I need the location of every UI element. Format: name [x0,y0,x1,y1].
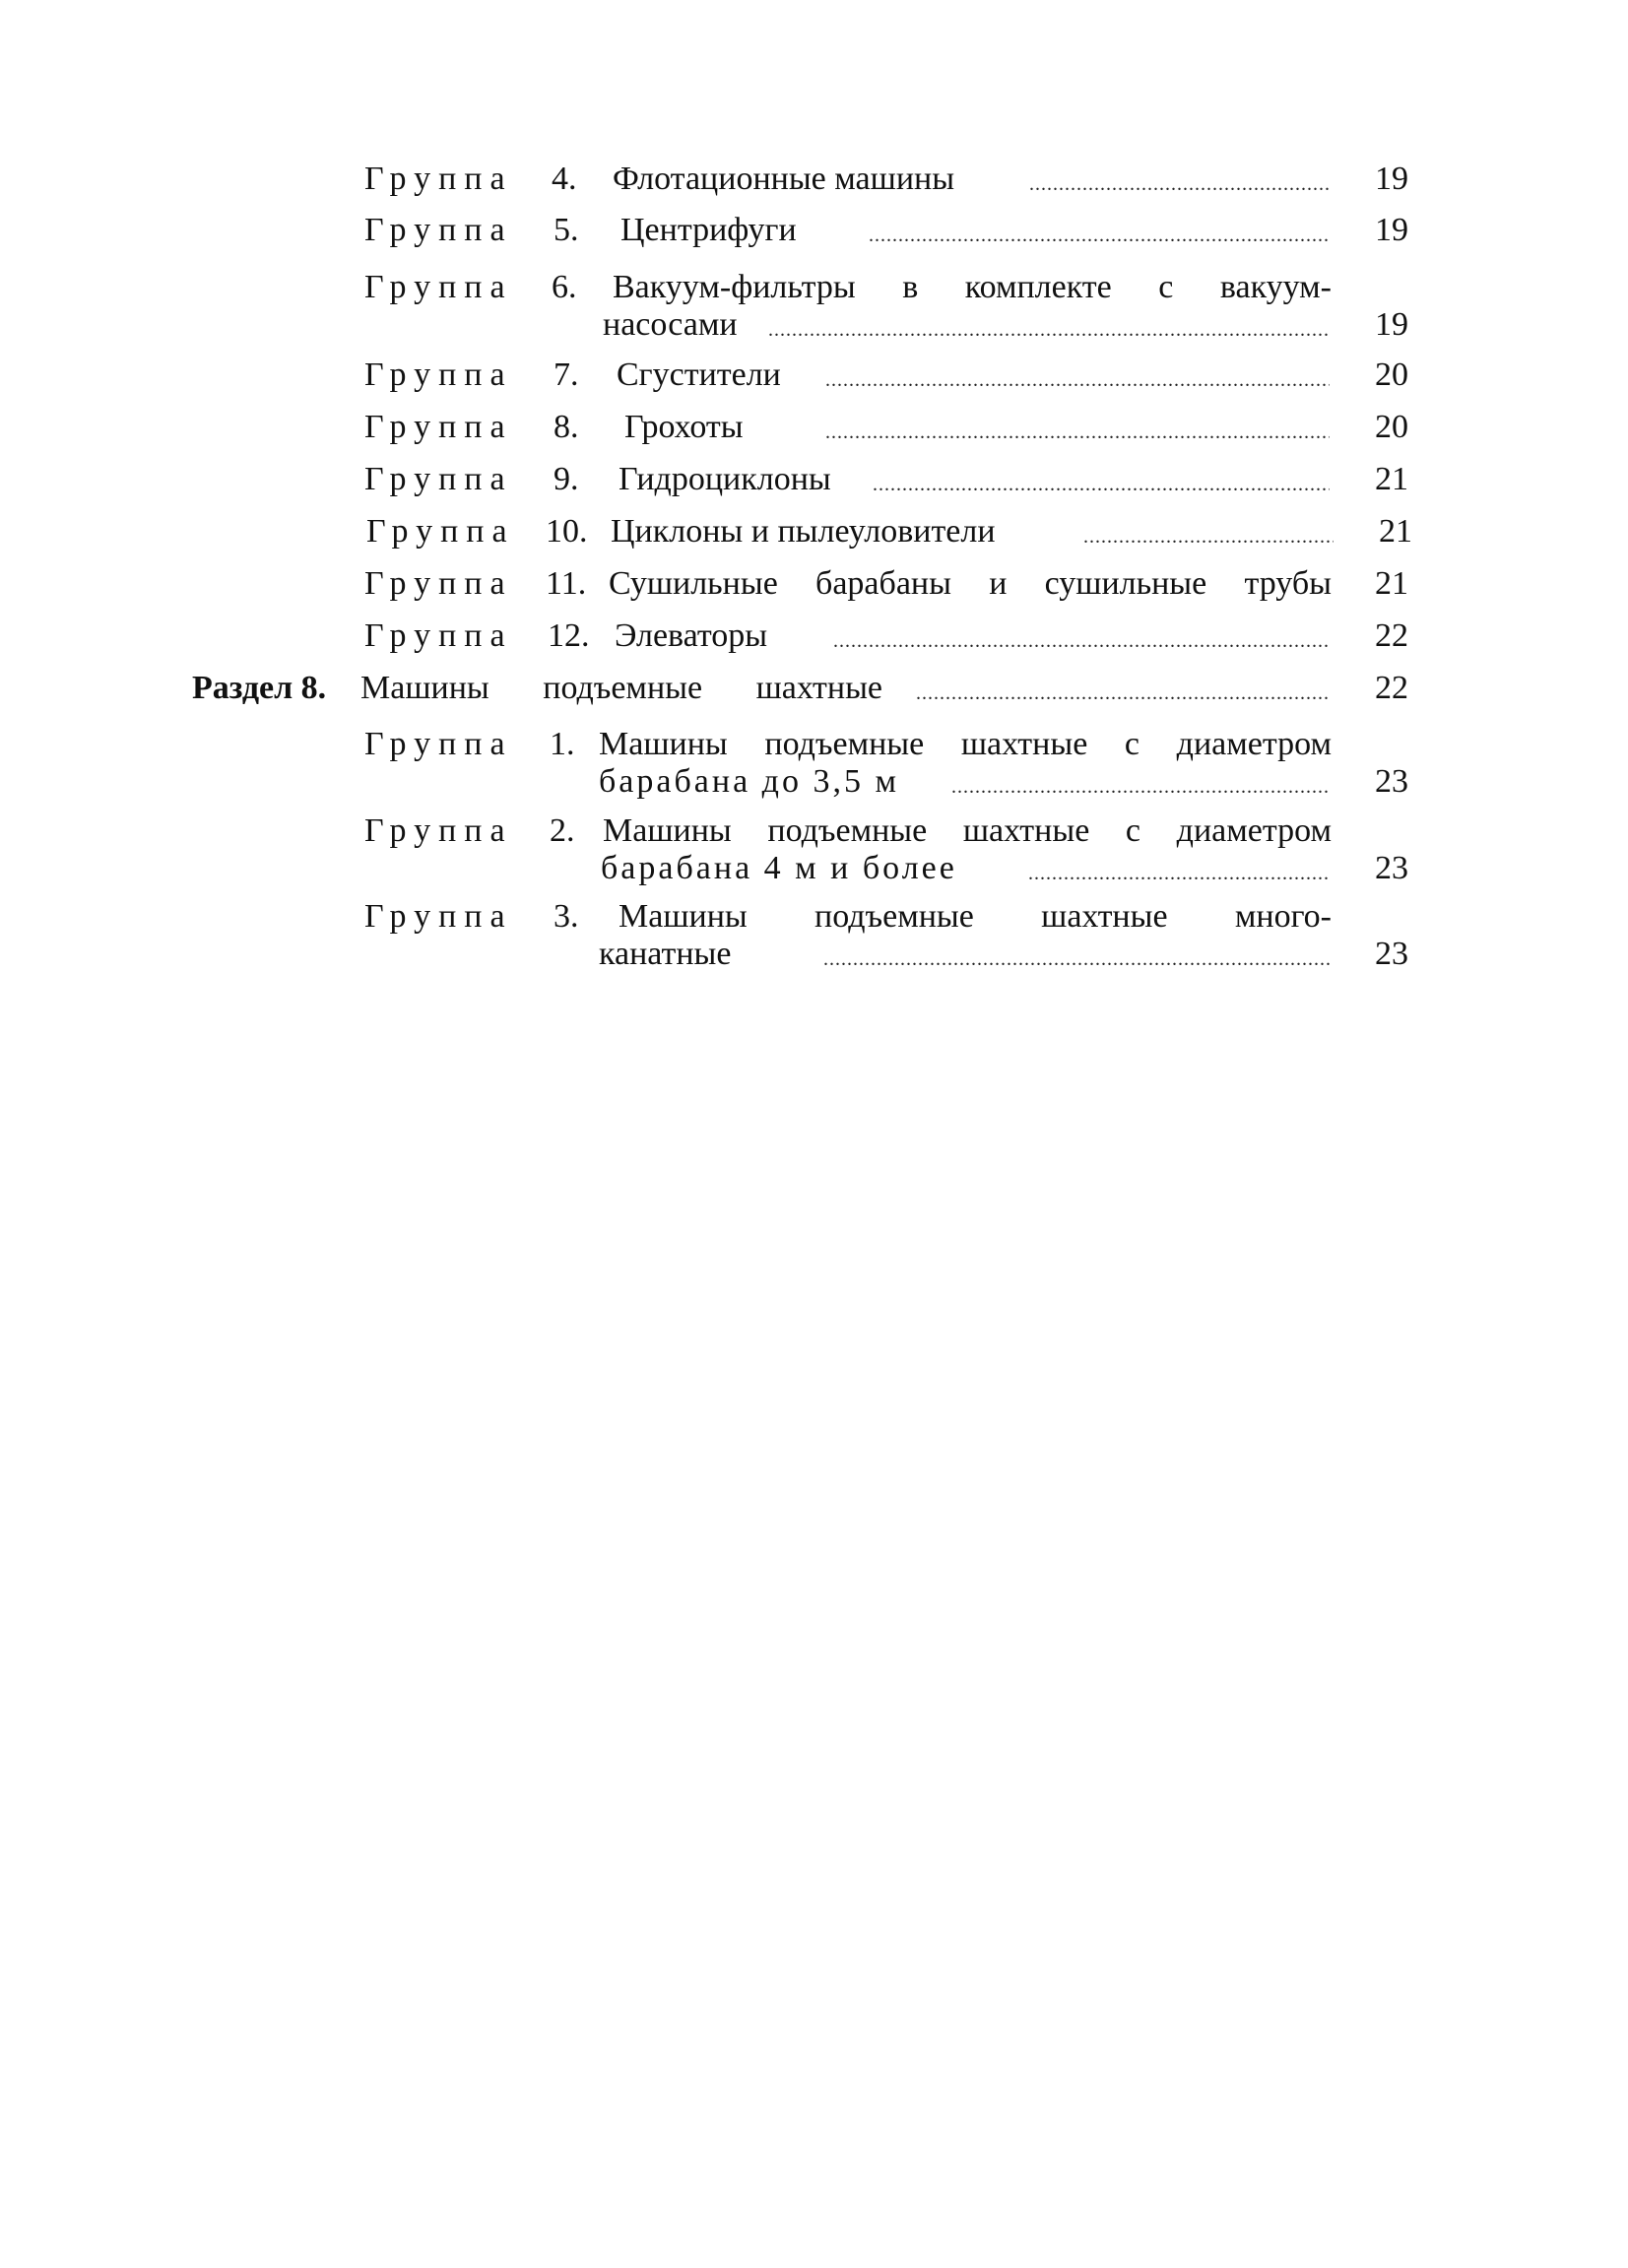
leader-dots [1029,161,1330,198]
leader-dots [825,409,1330,446]
page-number: 20 [1375,356,1408,393]
toc-entry-group-5 [0,212,1628,251]
toc-entry-section-8 [0,670,1628,709]
page-number: 23 [1375,763,1408,800]
toc-entry-group-6 [0,269,1628,346]
group-label: Группа [364,898,513,935]
entry-title-line-1: Вакуум-фильтры в комплекте с вакуум- [613,269,1332,305]
group-label: Группа [364,269,513,305]
leader-dots [951,763,1330,801]
leader-dots [873,461,1330,498]
page-number: 22 [1375,670,1408,706]
page-number: 22 [1375,617,1408,654]
entry-title: Центрифуги [620,212,797,248]
entry-title-line-2: барабана 4 м и более [601,850,957,886]
toc-entry-group-4 [0,161,1628,200]
page-number: 21 [1379,513,1412,550]
group-label: Группа [364,565,513,602]
group-label: Группа [364,617,513,654]
group-label: Группа [366,513,515,550]
toc-entry-group-8 [0,409,1628,448]
group-label: Группа [364,356,513,393]
entry-title: Флотационные машины [613,161,955,197]
group-label: Группа [364,726,513,762]
group-number: 5. [554,212,579,248]
toc-entry-group-1 [0,726,1628,803]
group-label: Группа [364,212,513,248]
group-number: 8. [554,409,579,445]
group-number: 2. [550,812,575,849]
toc-entry-group-9 [0,461,1628,500]
page-number: 19 [1375,161,1408,197]
entry-title: Гидроциклоны [619,461,831,497]
entry-title: Циклоны и пылеуловители [611,513,996,550]
group-number: 11. [546,565,587,602]
group-number: 4. [552,161,577,197]
entry-title: Машины подъемные шахтные [360,670,882,706]
entry-title: Сгустители [617,356,781,393]
toc-entry-group-10 [0,513,1628,552]
entry-title-line-2: канатные [599,936,732,972]
toc-entry-group-12 [0,617,1628,657]
page-number: 23 [1375,850,1408,886]
toc-entry-group-3 [0,898,1628,975]
leader-dots [768,306,1330,344]
entry-title-line-2: барабана до 3,5 м [599,763,899,800]
page-number: 21 [1375,565,1408,602]
leader-dots [1028,850,1330,887]
group-number: 6. [552,269,577,305]
group-label: Группа [364,161,513,197]
entry-title-line-1: Машины подъемные шахтные много- [619,898,1332,935]
group-number: 7. [554,356,579,393]
page-number: 21 [1375,461,1408,497]
page-number: 20 [1375,409,1408,445]
entry-title-line-2: насосами [603,306,738,343]
leader-dots [825,356,1330,394]
group-number: 9. [554,461,579,497]
entry-title: Элеваторы [615,617,768,654]
group-label: Группа [364,812,513,849]
page-number: 23 [1375,936,1408,972]
leader-dots [833,617,1330,655]
entry-title: Сушильные барабаны и сушильные трубы [609,565,1332,602]
entry-title-line-1: Машины подъемные шахтные с диаметром [603,812,1332,849]
leader-dots [869,212,1330,249]
page-number: 19 [1375,306,1408,343]
section-label: Раздел 8. [192,670,327,706]
page-number: 19 [1375,212,1408,248]
group-label: Группа [364,409,513,445]
toc-entry-group-7 [0,356,1628,396]
toc-entry-group-2 [0,812,1628,889]
leader-dots [823,936,1330,973]
leader-dots [1083,513,1334,551]
group-number: 12. [548,617,590,654]
group-number: 10. [546,513,588,550]
toc-entry-group-11 [0,565,1628,605]
group-label: Группа [364,461,513,497]
group-number: 3. [554,898,579,935]
entry-title: Грохоты [624,409,744,445]
leader-dots [916,670,1330,707]
group-number: 1. [550,726,575,762]
entry-title-line-1: Машины подъемные шахтные с диаметром [599,726,1332,762]
